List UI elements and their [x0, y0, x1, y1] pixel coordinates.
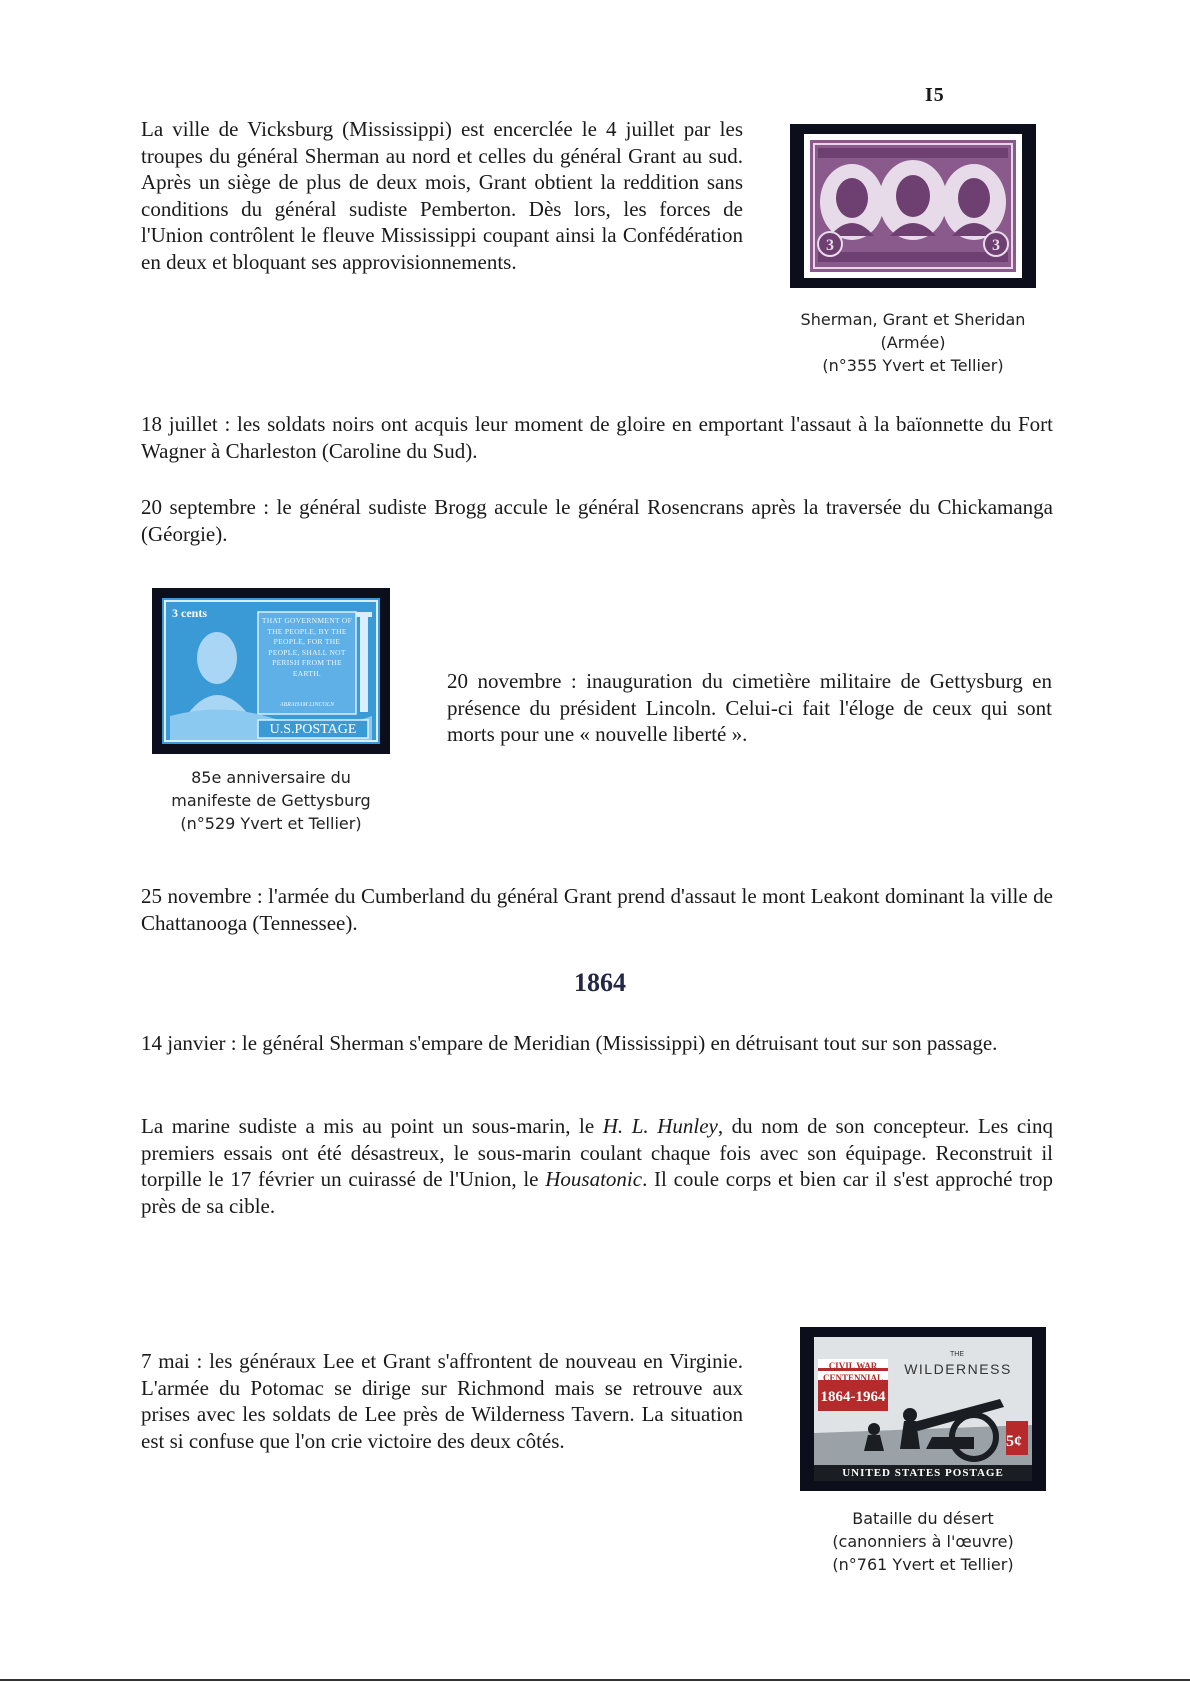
stamp-wilderness-banner-2: CENTENNIAL: [822, 1373, 883, 1383]
caption-wilderness-line1: Bataille du désert: [852, 1509, 994, 1528]
stamp-lincoln: [152, 588, 390, 754]
caption-lincoln: [150, 766, 392, 835]
hunley-name: H. L. Hunley: [602, 1114, 718, 1138]
year-heading: 1864: [574, 968, 626, 997]
caption-generals-line3: (n°355 Yvert et Tellier): [822, 356, 1004, 375]
caption-lincoln-line1: 85e anniversaire du: [191, 768, 351, 787]
paragraph-chattanooga: 25 novembre : l'armée du Cumberland du général Grant prend d'assaut le mont Leakont dominant la ville de Chattanooga (Tennessee).: [141, 884, 1053, 935]
caption-wilderness-line3: (n°761 Yvert et Tellier): [832, 1555, 1014, 1574]
paragraph-wagner: 18 juillet : les soldats noirs ont acquis leur moment de gloire en emportant l'assaut à la baïonnette du Fort Wagner à Charleston (Caroline du Sud).: [141, 412, 1053, 463]
stamp-wilderness-value: 5¢: [1006, 1433, 1022, 1450]
page-bottom-rule: [0, 1679, 1190, 1681]
paragraph-wilderness: 7 mai : les généraux Lee et Grant s'affrontent de nouveau en Virginie. L'armée du Potomac se dirige sur Richmond mais se retrouve aux prises avec les soldats de Lee près de Wilderness Tavern. La situation est si confuse que l'on crie victoire des deux côtés.: [141, 1349, 743, 1453]
stamp-wilderness-banner: [818, 1360, 888, 1384]
caption-lincoln-line2: manifeste de Gettysburg: [171, 791, 371, 810]
stamp-lincoln-value: 3 cents: [172, 606, 207, 620]
caption-generals: [780, 308, 1046, 377]
paragraph-vicksburg: La ville de Vicksburg (Mississippi) est encerclée le 4 juillet par les troupes du général Sherman au nord et celles du général Grant au sud. Après un siège de plus de deux mois, Grant obtient la reddition sans conditions du général sudiste Pemberton. Dès lors, les forces de l'Union contrôlent le fleuve Mississippi coupant ainsi la Confédération en deux et bloquant ses approvisionnements.: [141, 117, 743, 274]
stamp-wilderness-the: THE: [950, 1351, 964, 1358]
housatonic-name: Housatonic: [545, 1167, 643, 1191]
paragraph-meridian: 14 janvier : le général Sherman s'empare de Meridian (Mississippi) en détruisant tout sur son passage.: [141, 1031, 998, 1055]
generals-portraits-image: [810, 140, 1016, 272]
paragraph-gettysburg: 20 novembre : inauguration du cimetière militaire de Gettysburg en présence du président Lincoln. Celui-ci fait l'éloge de ceux qui sont morts pour une « nouvelle liberté ».: [447, 669, 1052, 746]
stamp-generals: [790, 124, 1036, 288]
stamp-wilderness-postage: UNITED STATES POSTAGE: [842, 1467, 1004, 1479]
stamp-wilderness-banner-1: CIVIL WAR: [828, 1361, 878, 1371]
paragraph-chickamauga: 20 septembre : le général sudiste Brogg accule le général Rosencrans après la traversée du Chickamanga (Géorgie).: [141, 495, 1053, 546]
paragraph-hunley: [141, 1113, 1053, 1219]
stamp-generals-denomination-left: 3: [826, 237, 834, 254]
hunley-text-1: La marine sudiste a mis au point un sous-marin, le: [141, 1114, 603, 1138]
caption-lincoln-line3: (n°529 Yvert et Tellier): [180, 814, 362, 833]
caption-generals-line2: (Armée): [880, 333, 946, 352]
stamp-wilderness: [800, 1327, 1046, 1491]
hunley-text-3: . Il coule corps et bien car il s'est approché trop près de sa cible.: [141, 1167, 1053, 1218]
wilderness-cannon-image: [814, 1337, 1032, 1481]
caption-wilderness-line2: (canonniers à l'œuvre): [832, 1532, 1014, 1551]
caption-generals-line1: Sherman, Grant et Sheridan: [800, 310, 1026, 329]
stamp-generals-denomination-right: 3: [992, 237, 1000, 254]
stamp-lincoln-postage: U.S.POSTAGE: [269, 722, 357, 737]
stamp-lincoln-signature: ABRAHAM LINCOLN: [279, 702, 335, 708]
caption-wilderness: [790, 1507, 1056, 1576]
stamp-wilderness-years: 1864-1964: [820, 1389, 886, 1405]
stamp-wilderness-title: WILDERNESS: [904, 1361, 1012, 1377]
hunley-text-2: , du nom de son concepteur. Les cinq premiers essais ont été désastreux, le sous-marin coulant chaque fois avec son équipage. Reconstruit il torpille le 17 février un cuirassé de l'Union, le: [141, 1114, 1053, 1191]
stamp-lincoln-quote: THAT GOVERNMENT OF THE PEOPLE, BY THE PEOPLE, FOR THE PEOPLE, SHALL NOT PERISH FROM THE EARTH.: [261, 616, 353, 678]
page-number: I5: [925, 84, 945, 106]
